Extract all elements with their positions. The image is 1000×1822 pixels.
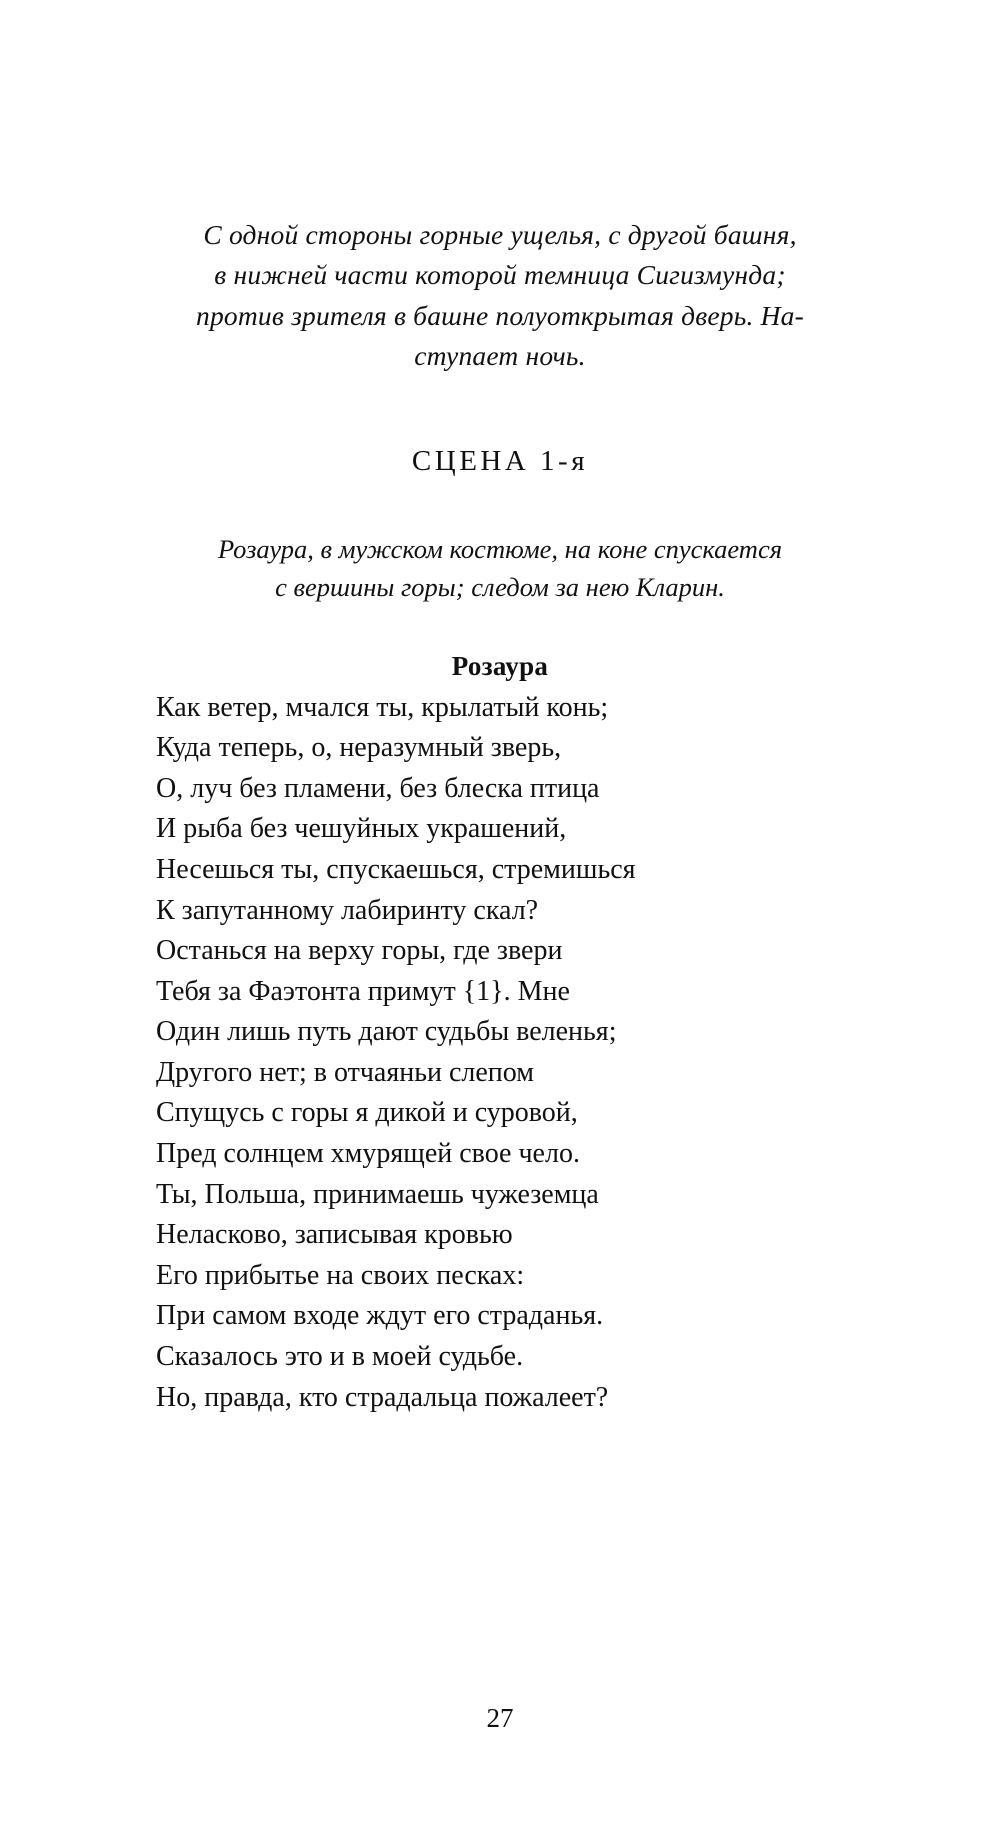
verse-line: Ты, Польша, принимаешь чужеземца [156, 1178, 599, 1210]
verse-line: Куда теперь, о, неразумный зверь, [156, 732, 562, 764]
verse-line: Сказалось это и в моей судьбе. [156, 1341, 524, 1373]
entrance-note [70, 530, 930, 607]
stage-direction-line: ступает ночь. [414, 340, 586, 372]
verse-line: К запутанному лабиринту скал? [156, 894, 539, 926]
verse-line: Его прибытье на своих песках: [156, 1259, 525, 1291]
page [0, 215, 1000, 1822]
verse-line: Другого нет; в отчаяньи слепом [156, 1056, 534, 1088]
verse-line: О, луч без пламени, без блеска птица [156, 772, 600, 804]
verse-block [70, 688, 930, 1419]
verse-line: Несешься ты, спускаешься, стремишься [156, 853, 636, 885]
verse-line: Как ветер, мчался ты, крылатый конь; [156, 691, 609, 723]
entrance-note-line: с вершины горы; следом за нею Кларин. [275, 572, 725, 603]
verse-line: Но, правда, кто страдальца пожалеет? [156, 1381, 609, 1413]
verse-line: Тебя за Фаэтонта примут {1}. Мне [156, 975, 570, 1007]
verse-line: При самом входе ждут его страданья. [156, 1300, 604, 1332]
page-number: 27 [486, 1703, 514, 1733]
stage-direction-line: против зрителя в башне полуоткрытая дверь. На- [196, 299, 804, 331]
verse-line: Пред солнцем хмурящей свое чело. [156, 1138, 580, 1170]
verse-line: Спущусь с горы я дикой и суровой, [156, 1097, 578, 1129]
verse-line: И рыба без чешуйных украшений, [156, 813, 567, 845]
verse-line: Останься на верху горы, где звери [156, 935, 563, 967]
verse-line: Один лишь путь дают судьбы веленья; [156, 1016, 617, 1048]
stage-direction-line: в нижней части которой темница Сигизмунда; [214, 259, 786, 291]
speaker-name: Розаура [451, 650, 549, 681]
entrance-note-line: Розаура, в мужском костюме, на коне спускается [217, 533, 783, 564]
scene-heading: СЦЕНА 1-я [411, 444, 589, 477]
verse-line: Неласково, записывая кровью [156, 1219, 513, 1251]
stage-direction-line: С одной стороны горные ущелья, с другой башня, [203, 219, 797, 250]
stage-direction [70, 215, 930, 377]
